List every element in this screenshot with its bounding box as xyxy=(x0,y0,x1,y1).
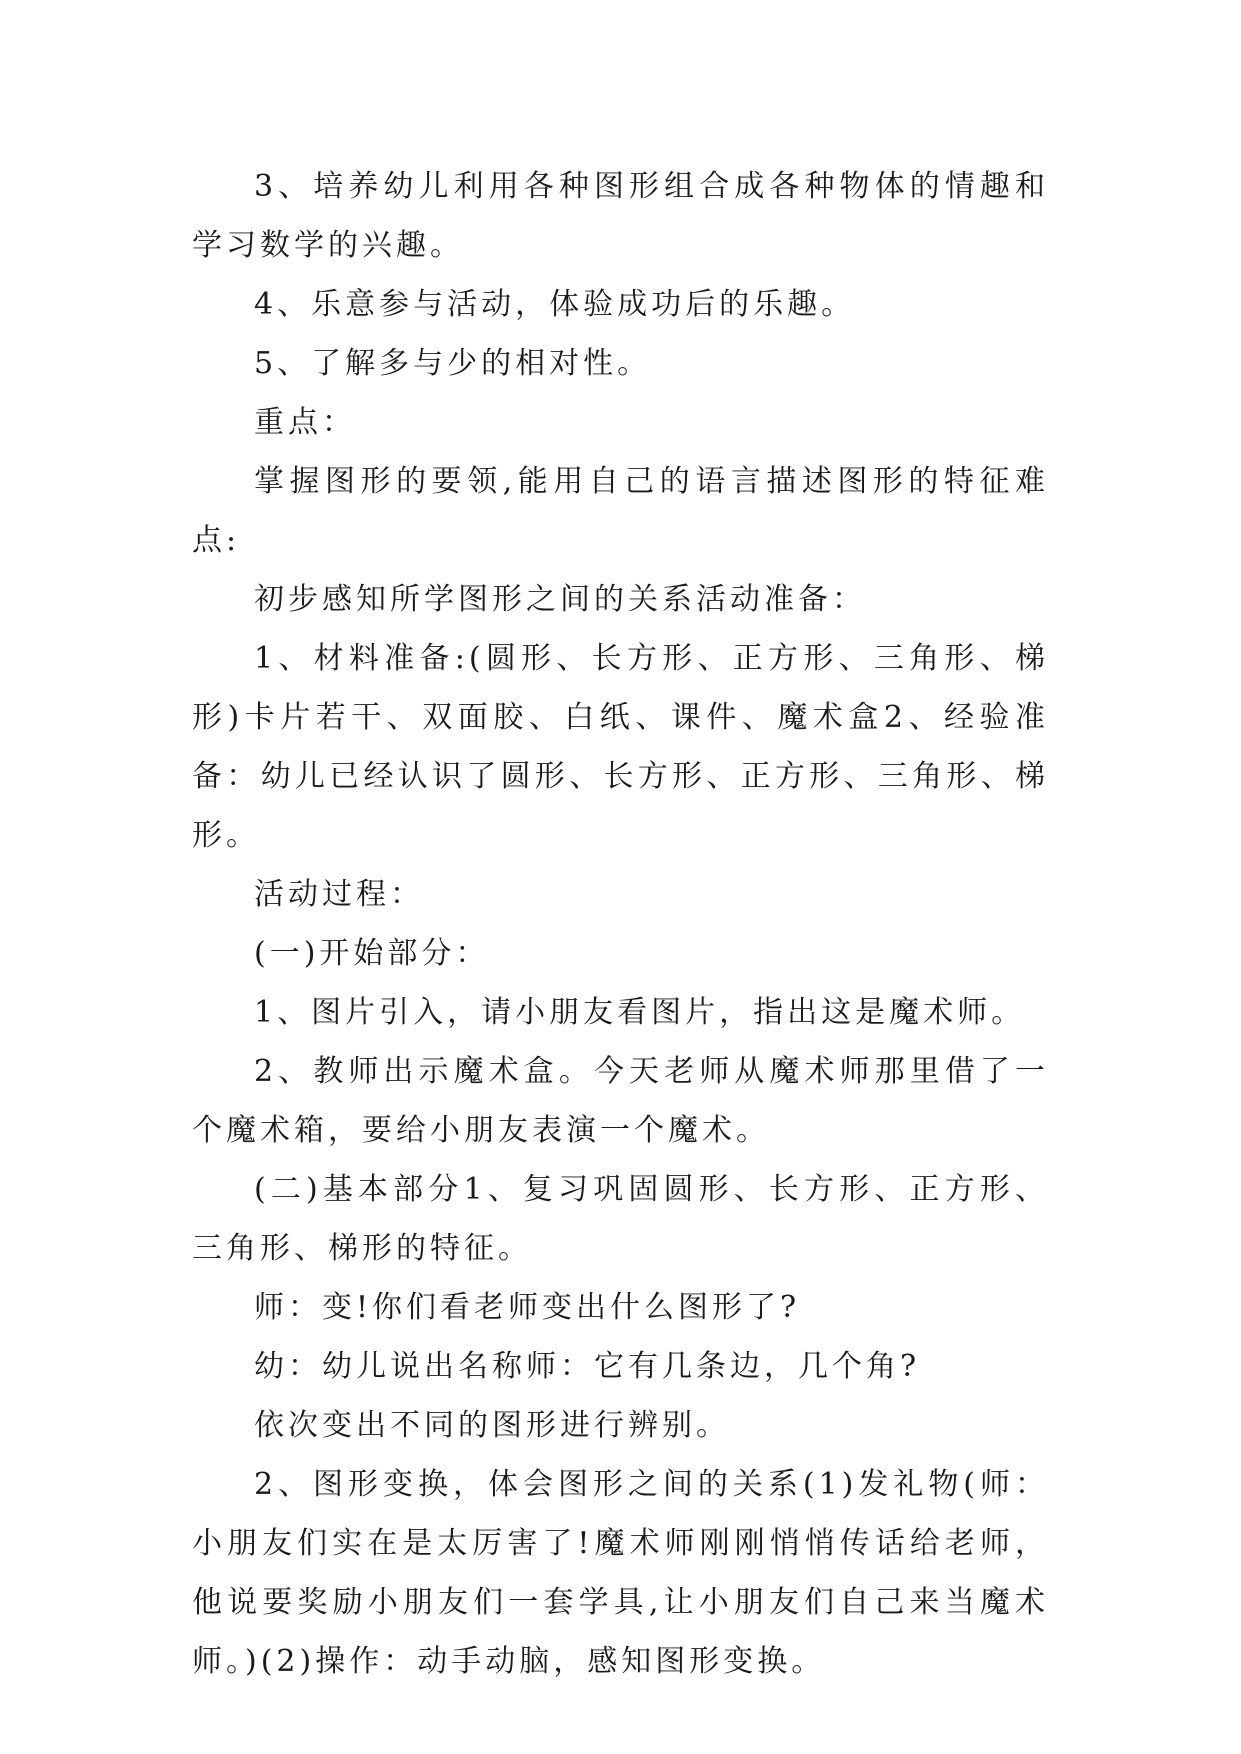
paragraph-materials: 1、材料准备:(圆形、长方形、正方形、三角形、梯形)卡片若干、双面胶、白纸、课件、魔术盒2、经验准备：幼儿已经认识了圆形、长方形、正方形、三角形、梯形。 xyxy=(192,641,1049,853)
paragraph-goal-4: 4、乐意参与活动，体验成功后的乐趣。 xyxy=(254,287,856,322)
paragraph-key-points: 掌握图形的要领,能用自己的语言描述图形的特征难点: xyxy=(192,464,1049,558)
paragraph-step-1: 1、图片引入，请小朋友看图片，指出这是魔术师。 xyxy=(254,995,1026,1030)
paragraph-child-line: 幼：幼儿说出名称师：它有几条边，几个角? xyxy=(254,1349,921,1384)
document-body xyxy=(192,157,1049,1691)
paragraph-transform: 2、图形变换，体会图形之间的关系(1)发礼物(师：小朋友们实在是太厉害了!魔术师刚刚悄悄传话给老师，他说要奖励小朋友们一套学具,让小朋友们自己来当魔术师。)(2)操作：动手动脑，感知图形变换。 xyxy=(192,1467,1049,1679)
paragraph-teacher-line: 师：变!你们看老师变出什么图形了? xyxy=(254,1290,801,1325)
paragraph-part-one-heading: (一)开始部分： xyxy=(254,936,490,971)
paragraph-part-two: (二)基本部分1、复习巩固圆形、长方形、正方形、三角形、梯形的特征。 xyxy=(192,1172,1049,1266)
paragraph-key-points-heading: 重点： xyxy=(254,405,356,440)
paragraph-process-heading: 活动过程： xyxy=(254,877,424,912)
paragraph-goal-5: 5、了解多与少的相对性。 xyxy=(254,346,652,381)
paragraph-preparation-heading: 初步感知所学图形之间的关系活动准备： xyxy=(254,582,866,617)
paragraph-goal-3: 3、培养幼儿利用各种图形组合成各种物体的情趣和学习数学的兴趣。 xyxy=(192,169,1049,263)
paragraph-identify: 依次变出不同的图形进行辨别。 xyxy=(254,1408,730,1443)
paragraph-step-2: 2、教师出示魔术盒。今天老师从魔术师那里借了一个魔术箱，要给小朋友表演一个魔术。 xyxy=(192,1054,1049,1148)
